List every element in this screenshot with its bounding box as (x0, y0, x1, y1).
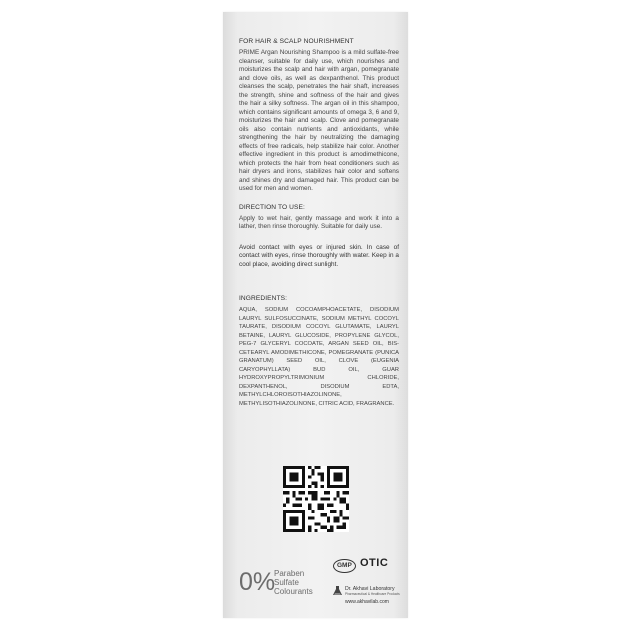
section-heading: FOR HAIR & SCALP NOURISHMENT (239, 38, 354, 45)
warning-text: Avoid contact with eyes or injured skin. In case of contact with eyes, rinse thoroughly with water. Keep in a cool place, avoiding direct sunlight. (239, 243, 399, 268)
manufacturer-name: Dr. Akhavi Laboratory (345, 586, 395, 592)
qr-code (283, 466, 349, 532)
free-from-item-paraben: Paraben (274, 569, 305, 578)
product-description: PRIME Argan Nourishing Shampoo is a mild sulfate-free cleanser, suitable for daily use, which nourishes and moisturizes the scalp and hair with argan, pomegranate and clove oils, as well as dexpanthenol. This product cleanses the scalp, penetrates the hair shaft, increases the strength, shine and softness of the hair and gives the hair a silky softness. The argan oil in this shampoo, which contains significant amounts of omega 3, 6 and 9, moisturizes the hair and scalp. Clove and pomegranate oils also contain nutrients and antioxidants, while strengthening the hair by neutralizing the damaging effects of free radicals, help stabilize hair color. Another effective ingredient in this product is amodimethicone, which protects the hair from heat conditioners such as hair dryers and irons, stabilizes hair color and softens and shines dry and damaged hair. This product can be used for men and women. (239, 49, 399, 192)
ingredients-heading: INGREDIENTS: (239, 295, 288, 302)
manufacturer-url: www.akhavilab.com (345, 599, 389, 605)
direction-heading: DIRECTION TO USE: (239, 203, 305, 211)
otic-logo: OTIC (360, 557, 389, 569)
direction-text: Apply to wet hair, gently massage and work it into a lather, then rinse thoroughly. Suitable for daily use. (239, 214, 399, 230)
manufacturer-block (333, 586, 409, 608)
zero-percent-text: 0% (239, 568, 276, 596)
gmp-badge: GMP (333, 559, 356, 573)
label-text-content (239, 38, 399, 408)
free-from-item-sulfate: Sulfate (274, 578, 299, 587)
manufacturer-subtitle: Pharmaceutical & Healthcare Products (345, 592, 400, 596)
laboratory-logo-icon (333, 586, 342, 596)
free-from-item-colourants: Colourants (274, 587, 313, 596)
ingredients-list: AQUA, SODIUM COCOAMPHOACETATE, DISODIUM LAURYL SULFOSUCCINATE, SODIUM METHYL COCOYL TAURATE, DISODIUM COCOYL GLUTAMATE, LAURYL BETAINE, LAURYL GLUCOSIDE, PROPYLENE GLYCOL, PEG-7 GLYCERYL COCOATE, ARGAN SEED OIL, BIS-CETEARYL AMODIMETHICONE, POMEGRANATE (PUNICA GRANATUM) SEED OIL, CLOVE (EUGENIA CARYOPHYLLATA) BUD OIL, GUAR HYDROXYPROPYLTRIMONIUM CHLORIDE, DEXPANTHENOL, DISODIUM EDTA, METHYLCHLOROISOTHIAZOLINONE, METHYLISOTHIAZOLINONE, CITRIC ACID, FRAGRANCE. (239, 307, 399, 407)
gmp-certification-logo (333, 557, 407, 587)
free-from-list (274, 569, 313, 596)
